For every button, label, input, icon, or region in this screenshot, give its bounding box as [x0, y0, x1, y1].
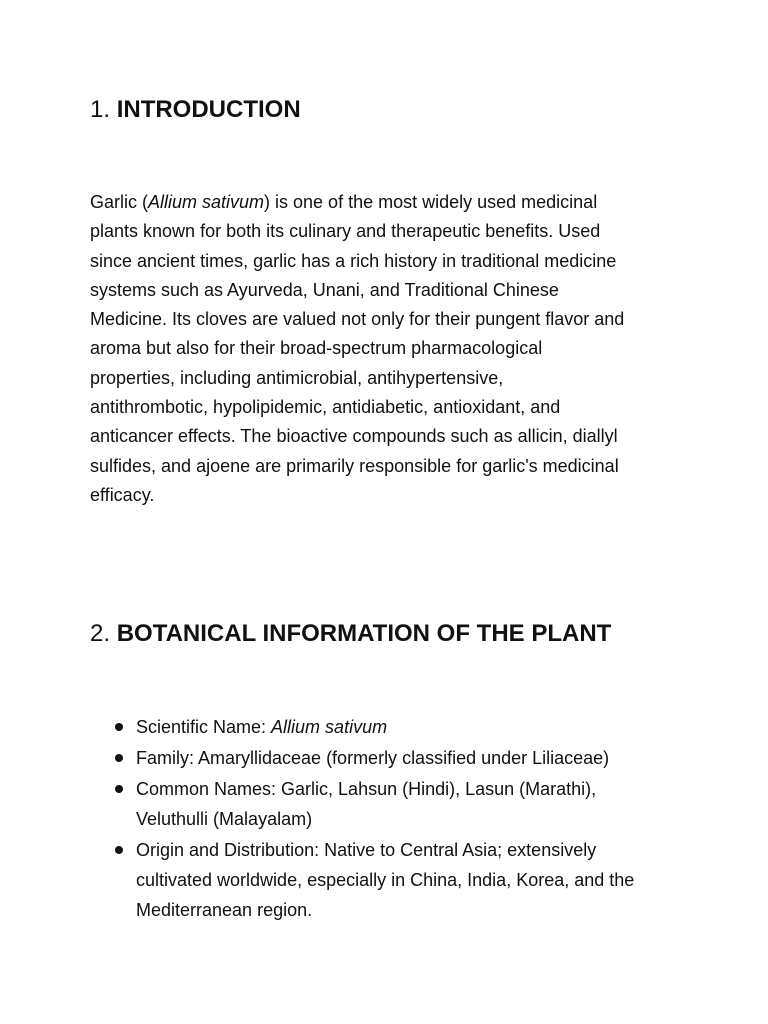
list-item-line: Veluthulli (Malayalam): [136, 809, 313, 829]
list-item-line: Common Names: Garlic, Lahsun (Hindi), Lasun (Marathi),: [136, 779, 597, 799]
paragraph-line: Medicine. Its cloves are valued not only for their pungent flavor and: [90, 309, 625, 330]
paragraph-line: plants known for both its culinary and therapeutic benefits. Used: [90, 221, 601, 242]
paragraph-line: antithrombotic, hypolipidemic, antidiabetic, antioxidant, and: [90, 397, 561, 418]
text-run: ) is one of the most widely used medicinal: [264, 192, 598, 212]
list-item-line: Family: Amaryllidaceae (formerly classified under Liliaceae): [136, 748, 610, 768]
paragraph-line: anticancer effects. The bioactive compounds such as allicin, diallyl: [90, 426, 618, 447]
section-heading-introduction: [90, 95, 301, 125]
section-heading-botanical-information: [90, 619, 611, 649]
list-item-line: Mediterranean region.: [136, 900, 313, 920]
bullet-icon: [115, 785, 123, 793]
paragraph-line: [90, 188, 690, 217]
paragraph-line: aroma but also for their broad-spectrum pharmacological: [90, 338, 543, 359]
paragraph-line: systems such as Ayurveda, Unani, and Traditional Chinese: [90, 279, 559, 300]
list-item-common-names: [90, 774, 634, 834]
introduction-paragraph: [90, 188, 690, 510]
list-item-origin-distribution: [90, 835, 634, 925]
botanical-info-list: [90, 712, 634, 926]
section-title: BOTANICAL INFORMATION OF THE PLANT: [116, 620, 612, 647]
species-name: Allium sativum: [271, 717, 388, 737]
paragraph-line: since ancient times, garlic has a rich history in traditional medicine: [90, 250, 617, 271]
item-label: Scientific Name:: [136, 717, 272, 737]
bullet-icon: [115, 754, 123, 762]
bullet-icon: [115, 723, 123, 731]
list-item-line: cultivated worldwide, especially in China, India, Korea, and the: [136, 870, 635, 890]
list-item-line: Origin and Distribution: Native to Central Asia; extensively: [136, 840, 597, 860]
paragraph-line: sulfides, and ajoene are primarily responsible for garlic's medicinal: [90, 455, 619, 476]
species-name: Allium sativum: [148, 192, 265, 212]
section-number: 1.: [90, 96, 111, 123]
section-title: INTRODUCTION: [116, 96, 301, 123]
text-run: Garlic (: [90, 192, 148, 212]
paragraph-line: properties, including antimicrobial, antihypertensive,: [90, 367, 504, 388]
list-item-family: [90, 743, 634, 773]
paragraph-line: efficacy.: [90, 484, 155, 505]
list-item-scientific-name: [90, 712, 634, 742]
bullet-icon: [115, 846, 123, 854]
section-number: 2.: [90, 620, 111, 647]
list-item-line: [136, 712, 634, 742]
